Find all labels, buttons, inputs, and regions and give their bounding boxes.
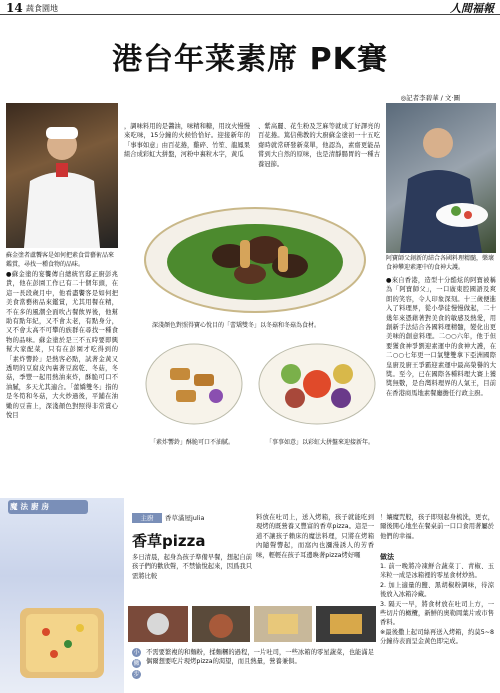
byline: ◎記者李碧華 / 文‧圖 bbox=[400, 94, 460, 102]
pizza-illustration bbox=[6, 588, 118, 686]
page-header bbox=[0, 0, 500, 15]
section-name: 蔬食園地 bbox=[26, 4, 58, 13]
chef-photo-left bbox=[6, 103, 118, 248]
chef-figure-illustration bbox=[6, 103, 118, 248]
chef-photo-right bbox=[386, 103, 496, 253]
chef-name: 香草滿屋julia bbox=[165, 514, 205, 522]
caption-center-dish: 深淺顏色對照得寶心悅目的「蕾矯雙冬」以冬菇和冬菇為食材。 bbox=[152, 322, 321, 329]
step-photos bbox=[126, 604, 378, 644]
article-left-column: ●蘇金塗的宴饗傳自總統官邸正廚彭兆貴，他在彭園工作已有二十個年頭，在這一長段歲月中，他看盡饗客是如何把美食當藝術品來鑑賞，尤其用餐在精，不在多的風潮全面吹占餐飲界後，他幫助有點年紀，又不會太老，有點身分，又不會太高不可攀的族群在尋找一種食物的品味。蘇金塗於是三不五時要即興幫大家配菜，只有在彭園才吃得到的「素炸響鈴」是熱客必點，試著金黃又透明的豆腐皮內裏著豆腐乾、冬菇，冬菇，季豐一起用熱油來炸，酥脆可口不油膩，多天尤其適合。「蕾嬌雙冬」指的是冬筍和冬菇，大火炒過後，平鋪在油嫩的豆苗上，深淺顏色對照得非常賞心悅目 bbox=[6, 271, 118, 420]
fried-dish-photo bbox=[142, 338, 247, 430]
caption-right-chef: 阿寶師父創新的結合各國料理精髓，樂壞食神攀迎素運中的食神大護。 bbox=[386, 255, 495, 271]
caption-fried-dish: 「素炸響鈴」酥脆可口不油膩。 bbox=[150, 439, 235, 446]
newspaper-logo: 人間福報 bbox=[450, 2, 494, 15]
recipe-intro-2: 料放在吐司上，送入烤箱，孩子就能吃到現烤的既營養又豐富的香草pizza。這是一道不讓孩子賴床的魔法料理，只將在烤箱內隨聲響起，而窩內也瀰漫誘人的芳香味，輕輕在孩子耳邊喚著pizza烤好囉 bbox=[256, 514, 374, 559]
dish-illustration bbox=[140, 200, 370, 318]
caption-left-chef: 蘇金塗者盧饗客是如何把素食當藝術品來鑑賞，尋找一種食物的品味。 bbox=[6, 252, 115, 268]
article-mid-column-2: 、紫高麗、花生粉及芝麻等就成了好譯亮的百花捲。篤信佛教的大廚蘇金塗初一十五吃齋時就常研發新菜單，他認為，素齋更能品嘗到大自然的原味，也是清靜腸胃的一種古養冠節。 bbox=[258, 123, 380, 168]
method-step: 2. 加上適量的鹽、黑胡椒粉調味，待涼後放入冰箱冷藏。 bbox=[380, 581, 494, 599]
tip-icon: 步 bbox=[133, 671, 140, 678]
chef-tag: 主廚 bbox=[132, 513, 162, 523]
method-title: 做法 bbox=[380, 553, 394, 561]
pizza-photo bbox=[6, 588, 118, 686]
fried-dish-illustration bbox=[142, 338, 247, 430]
platter-photo bbox=[255, 338, 380, 430]
caption-platter: 「事事如意」以彩虹大拼盤來迎接新年。 bbox=[266, 439, 375, 446]
method-step: 3. 隔天一早，將食材放在吐司上方，一些切片的橄欖，新鮮的奧勒岡葉片或市售香料。 bbox=[380, 600, 494, 627]
article-right-column: ●來自香港，造型十分酷炫的阿寶被稱為「阿寶師父」，一口廣東腔國語及爽朗的笑容，令人印象深刻。十三歲便進入了料理界，從小學徒慢慢做起，二十幾年來憑藉著對美食的敏感及熱愛，用創新手法結合各國料理精髓，變化出更美味的創意料理。二○○六年，他于但要獲食神爭劉迎素運中的食神大護，在二○○七年更一口氣雙雙拿下亞洲國際皇廚及廚王爭霸迎素運中最高榮譽的大獎。至今，已在國際各種料理大賽上獲獎無數，是台灣料理界的人氣王，目前在香港商馬地素餐廳擔任行政主廚。 bbox=[386, 277, 496, 397]
center-dish-photo bbox=[140, 200, 370, 318]
platter-illustration bbox=[255, 338, 380, 430]
tip-text: 不需要繁複的和麵粉，揉麵糰的過程，一片吐司，一些冰箱的零星蔬菜，也能滿足偶爾想要吃片現烤pizza的渴望，而且熱量，營養兼俱。 bbox=[146, 649, 374, 666]
recipe-intro: 多日清晨，起身為孩子準備早餐，想起自前孩子們的歡欣聲，不禁愉悅起來，因爲我只需將比較 bbox=[132, 554, 252, 580]
tip-icon: 小 bbox=[133, 649, 140, 656]
headline: 港台年菜素席 PK賽 bbox=[112, 42, 388, 77]
method-steps bbox=[380, 562, 494, 647]
chef-right-illustration bbox=[386, 103, 496, 253]
step-photos-illustration bbox=[126, 604, 378, 644]
food-corner-banner: 魔法廚房 bbox=[10, 502, 52, 511]
method-step: ※最後撒上起司絲再送入烤箱，約莫5~8分鐘待表面呈金黃色即完成。 bbox=[380, 628, 494, 646]
recipe-intro-3: ！孃魔咒般，孩子即刻起身梳洗，更衣，爾後開心地坐在餐桌前一口口食用著屬於他們的幸福。 bbox=[380, 514, 494, 540]
page-number: 14 bbox=[6, 1, 23, 15]
article-mid-column: ，調味料用的是醬油，味精和糖，用玟火慢慢來吃味，15分鐘的火候恰恰好。迎接新年的「事事如意」由百花捲，雞碎、竹笙、龍鳳果組合成彩虹大拼盤，河粉中裏粒木字，黃瓜 bbox=[124, 123, 250, 159]
method-step: 1. 前一晚將冷凍鮮合蔬菜丁、青椒、玉米粒一成是冰箱裡的零星食材炒熟。 bbox=[380, 563, 494, 580]
recipe-title: 香草pizza bbox=[132, 532, 206, 550]
tip-icons bbox=[132, 648, 142, 679]
tip-icon: 撇 bbox=[133, 660, 140, 667]
